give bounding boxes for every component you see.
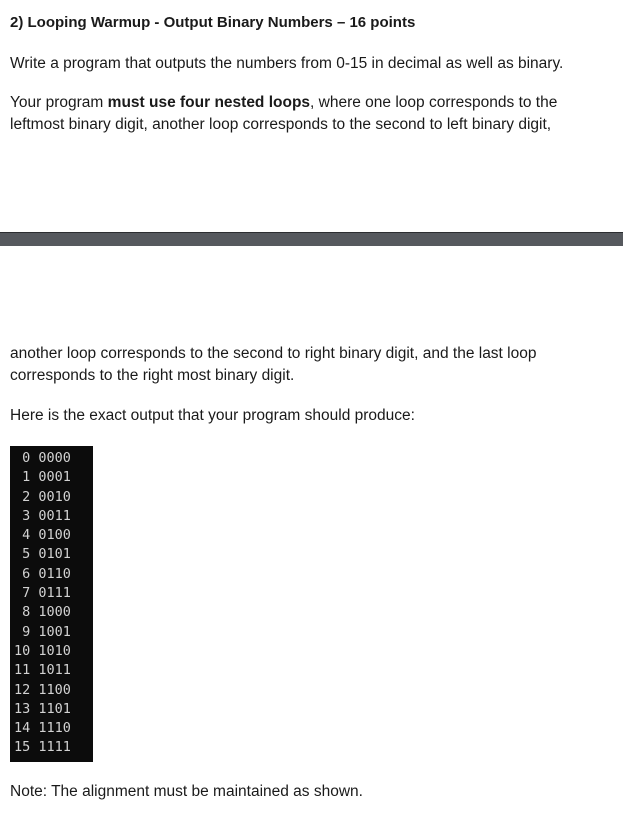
console-line: 15 1111 [14,739,71,756]
console-line: 6 0110 [14,565,71,582]
console-line: 13 1101 [14,700,71,717]
page-divider [0,232,623,246]
requirement-paragraph [10,92,615,136]
requirement-continuation: another loop corresponds to the second to right binary digit, and the last loop corresponds to the right most binary digit. [10,345,537,384]
console-output [10,446,93,762]
console-line: 12 1100 [14,681,71,698]
question-title: 2) Looping Warmup - Output Binary Numbers – 16 points [10,14,416,31]
console-line: 5 0101 [14,546,71,563]
requirement-text-start: Your program [10,94,108,111]
console-line: 11 1011 [14,662,71,679]
note-text: Note: The alignment must be maintained as shown. [10,783,363,800]
console-line: 10 1010 [14,642,71,659]
console-line: 3 0011 [14,507,71,524]
console-line: 9 1001 [14,623,71,640]
console-line: 2 0010 [14,488,71,505]
console-line: 0 0000 [14,450,71,466]
console-line: 1 0001 [14,469,71,486]
console-line: 8 1000 [14,604,71,621]
console-line: 14 1110 [14,720,71,737]
console-line: 7 0111 [14,585,71,602]
instruction-line: Write a program that outputs the numbers from 0-15 in decimal as well as binary. [10,55,564,72]
requirement-emphasis: must use four nested loops [107,94,311,111]
requirement-text-end: , where one loop corresponds to the leftmost binary digit, another loop corresponds to the second to left binary digit, [10,94,558,133]
console-line: 4 0100 [14,527,71,544]
output-intro: Here is the exact output that your program should produce: [10,407,415,424]
